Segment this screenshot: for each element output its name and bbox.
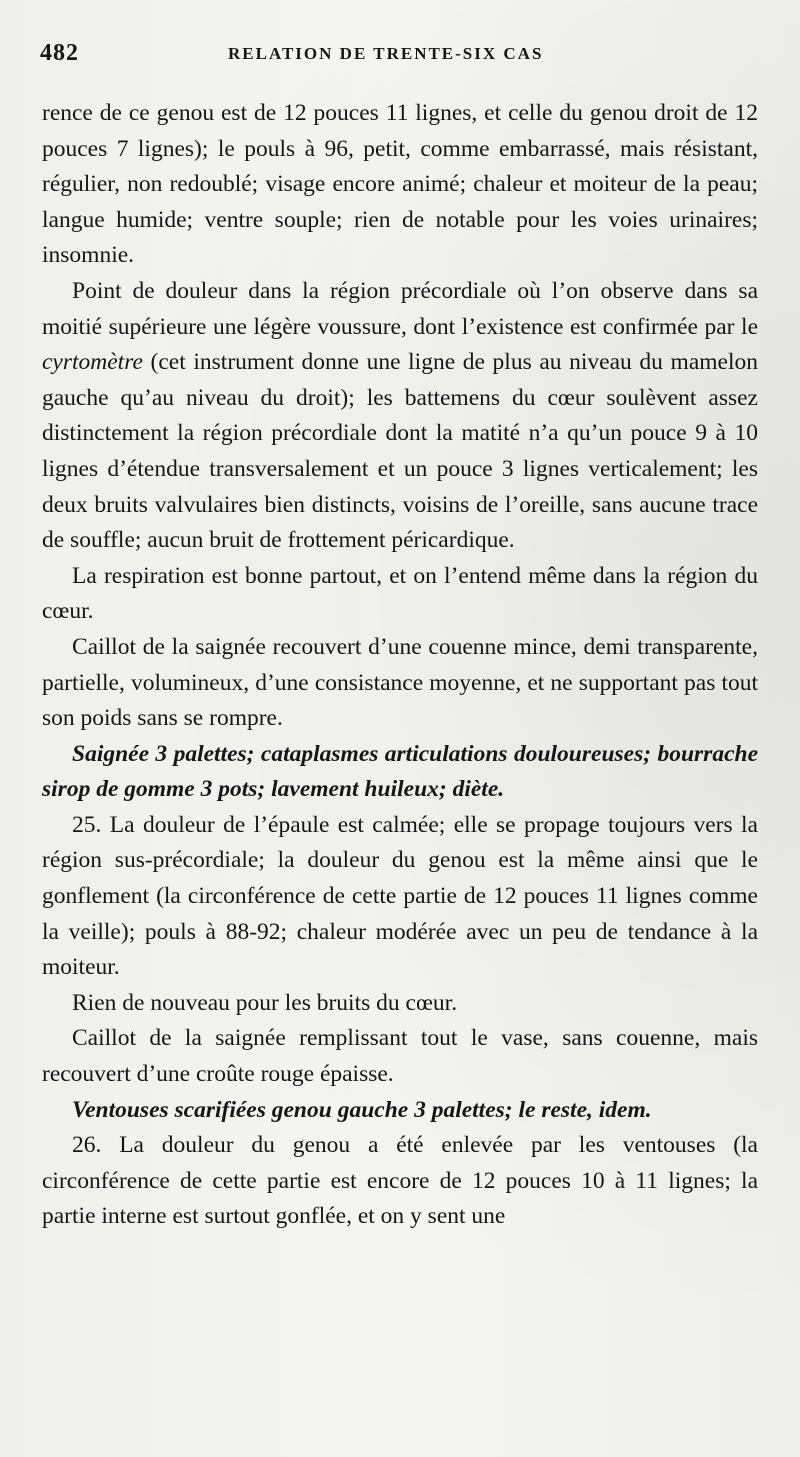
- paragraph-2: [42, 274, 758, 559]
- paragraph-2-before: Point de douleur dans la région précordiale où l’on observe dans sa moitié supérieure une légère voussure, dont l’existence est confirmée par le: [42, 277, 758, 340]
- paragraph-2-after: (cet instrument donne une ligne de plus au niveau du mamelon gauche qu’au niveau du droit); les battemens du cœur soulèvent assez distinctement la région précordiale dont la matité n’a qu’un pouce 9 à 10 lignes d’étendue transversalement et un pouce 3 lignes verticalement; les deux bruits valvulaires bien distincts, voisins de l’oreille, sans aucune trace de souffle; aucun bruit de frottement péricardique.: [42, 349, 758, 554]
- paragraph-1: rence de ce genou est de 12 pouces 11 lignes, et celle du genou droit de 12 pouces 7 lignes); le pouls à 96, petit, comme embarrassé, mais résistant, régulier, non redoublé; visage encore animé; chaleur et moiteur de la peau; langue humide; ventre souple; rien de notable pour les voies urinaires; insomnie.: [42, 100, 758, 269]
- paragraph-6: Rien de nouveau pour les bruits du cœur.: [72, 989, 458, 1016]
- page-number: 482: [40, 40, 79, 66]
- paragraph-3: La respiration est bonne partout, et on l’entend même dans la région du cœur.: [42, 562, 758, 625]
- prescription-2: Ventouses scarifiées genou gauche 3 palettes; le reste, idem.: [72, 1096, 652, 1123]
- prescription-1: Saignée 3 palettes; cataplasmes articulations douloureuses; bourrache sirop de gomme 3 pots; lavement huileux; diète.: [42, 740, 758, 803]
- body-text: [42, 96, 758, 1235]
- paragraph-7: Caillot de la saignée remplissant tout le vase, sans couenne, mais recouvert d’une croûte rouge épaisse.: [42, 1025, 758, 1088]
- running-head: RELATION DE TRENTE-SIX CAS: [228, 44, 544, 63]
- cyrtometre-emphasis: cyrtomètre: [42, 349, 143, 376]
- page-header: [40, 40, 770, 74]
- paragraph-4: Caillot de la saignée recouvert d’une couenne mince, demi transparente, partielle, volumineux, d’une consistance moyenne, et ne supportant pas tout son poids sans se rompre.: [42, 633, 758, 732]
- paragraph-day-25: 25. La douleur de l’épaule est calmée; elle se propage toujours vers la région sus-précordiale; la douleur du genou est la même ainsi que le gonflement (la circonférence de cette partie de 12 pouces 11 lignes comme la veille); pouls à 88-92; chaleur modérée avec un peu de tendance à la moiteur.: [42, 811, 758, 981]
- paragraph-day-26: 26. La douleur du genou a été enlevée par les ventouses (la circonférence de cette partie est encore de 12 pouces 10 à 11 lignes; la partie interne est surtout gonflée, et on y sent une: [42, 1132, 758, 1230]
